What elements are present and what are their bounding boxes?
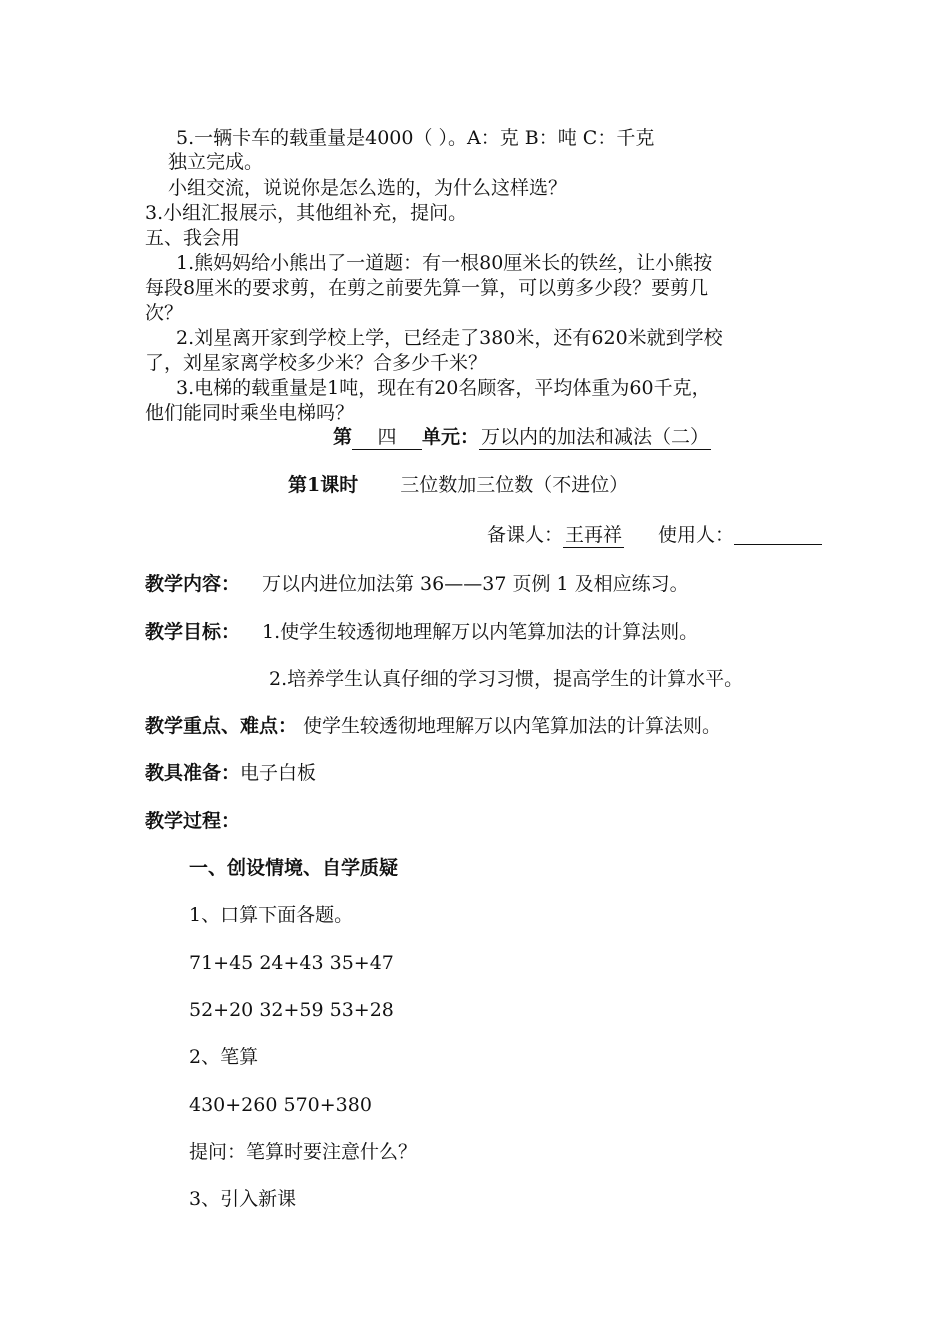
preparer-label: 备课人： xyxy=(487,524,564,546)
user-label: 使用人： xyxy=(658,524,735,546)
tools-text: 电子白板 xyxy=(240,762,317,784)
problem-2-line-1: 2.刘星离开家到学校上学，已经走了380米，还有620米就到学校 xyxy=(176,327,723,349)
tools-label: 教具准备： xyxy=(145,762,241,784)
group-discuss-text: 小组交流，说说你是怎么选的，为什么这样选？ xyxy=(168,177,568,199)
oral-heading: 1、口算下面各题。 xyxy=(189,904,354,926)
tools-row xyxy=(145,761,316,785)
section-5-heading: 五、我会用 xyxy=(145,227,241,249)
problem-3-line-2: 他们能同时乘坐电梯吗？ xyxy=(145,402,355,424)
goals-row xyxy=(145,620,698,644)
problem-1-line-3: 次？ xyxy=(145,302,184,324)
process-step-1: 一、创设情境、自学质疑 xyxy=(189,857,399,879)
lesson-title: 三位数加三位数（不进位） xyxy=(400,474,629,496)
intro-text: 3、引入新课 xyxy=(189,1188,297,1210)
unit-heading xyxy=(333,425,711,450)
key-points-text: 使学生较透彻地理解万以内笔算加法的计算法则。 xyxy=(303,715,722,737)
oral-row-1: 71+45 24+43 35+47 xyxy=(189,952,394,974)
question-5: 5.一辆卡车的载重量是4000（ ）。A：克 B：吨 C：千克 xyxy=(176,127,655,149)
preparer-row xyxy=(487,523,822,548)
content-row xyxy=(145,572,689,596)
preparer-name: 王再祥 xyxy=(565,524,623,546)
unit-number: 四 xyxy=(352,425,422,450)
independent-text: 独立完成。 xyxy=(168,151,264,173)
user-name xyxy=(734,523,822,545)
unit-prefix: 第 xyxy=(333,426,353,448)
unit-suffix: 单元： xyxy=(422,426,480,448)
goal-2: 2.培养学生认真仔细的学习习惯，提高学生的计算水平。 xyxy=(269,668,744,690)
written-heading: 2、笔算 xyxy=(189,1046,259,1068)
key-points-label: 教学重点、难点： xyxy=(145,715,298,737)
process-label: 教学过程： xyxy=(145,810,241,832)
lesson-heading xyxy=(288,473,628,497)
lesson-label: 第1课时 xyxy=(288,474,359,496)
goals-label: 教学目标： xyxy=(145,621,241,643)
problem-1-line-1: 1.熊妈妈给小熊出了一道题：有一根80厘米长的铁丝，让小熊按 xyxy=(176,252,713,274)
question-text: 提问：笔算时要注意什么？ xyxy=(189,1141,418,1163)
content-label: 教学内容： xyxy=(145,573,241,595)
key-points-row xyxy=(145,714,721,738)
goal-1: 1.使学生较透彻地理解万以内笔算加法的计算法则。 xyxy=(262,621,699,643)
problem-1-line-2: 每段8厘米的要求剪，在剪之前要先算一算，可以剪多少段？要剪几 xyxy=(145,277,709,299)
unit-title: 万以内的加法和减法（二） xyxy=(481,426,710,448)
oral-row-2: 52+20 32+59 53+28 xyxy=(189,999,394,1021)
content-text: 万以内进位加法第 36——37 页例 1 及相应练习。 xyxy=(262,573,689,595)
problem-3-line-1: 3.电梯的载重量是1吨，现在有20名顾客，平均体重为60千克， xyxy=(176,377,711,399)
problem-2-line-2: 了，刘星家离学校多少米？合多少千米？ xyxy=(145,352,488,374)
group-report-text: 3.小组汇报展示，其他组补充，提问。 xyxy=(145,202,468,224)
written-row: 430+260 570+380 xyxy=(189,1094,372,1116)
